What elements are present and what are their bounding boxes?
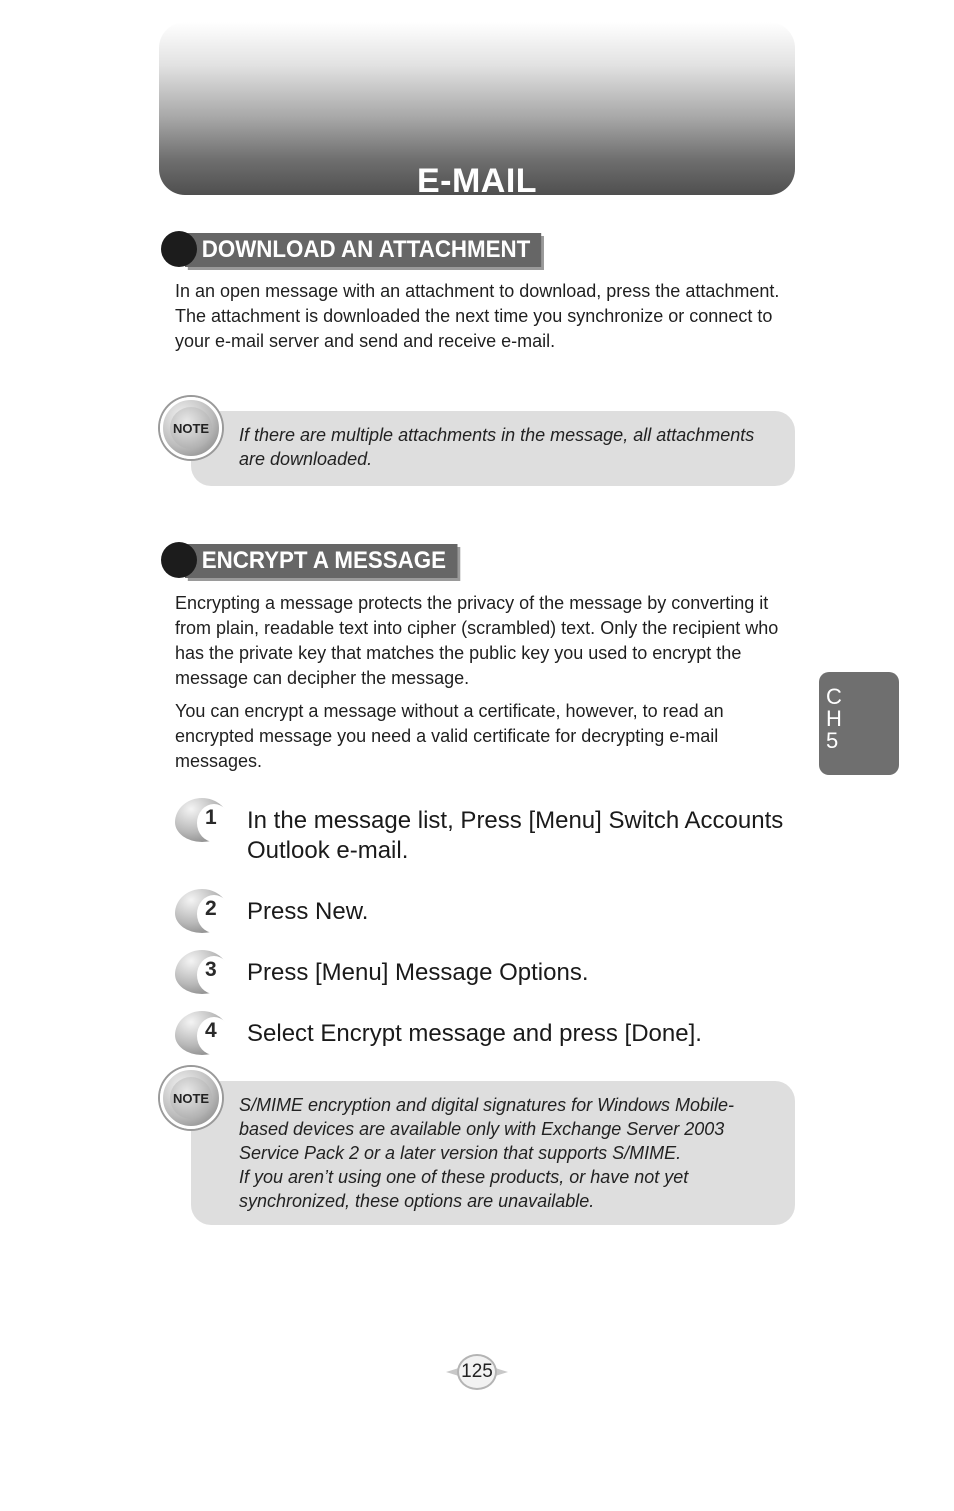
paragraph: Encrypting a message protects the privacy of the message by converting it from plain, readable text into cipher (scrambled) text. Only the recipient who has the private key that matches the public key you used to encrypt the message can decipher the message. — [175, 593, 779, 688]
step-number: 1 — [205, 806, 217, 829]
step-text: Press [Menu] Message Options. — [247, 959, 589, 986]
note-box — [191, 411, 795, 486]
note-icon — [160, 1067, 222, 1129]
page-title: E-MAIL — [416, 162, 538, 200]
step-text: In the message list, Press [Menu] Switch Accounts Outlook e-mail. — [247, 807, 784, 864]
chapter-tab — [819, 672, 899, 775]
chapter-header — [159, 22, 795, 200]
section-heading-label: DOWNLOAD AN ATTACHMENT — [185, 233, 541, 267]
note-icon-label: NOTE — [170, 1077, 212, 1119]
bullet-icon — [161, 231, 197, 267]
note-text: If there are multiple attachments in the message, all attachments are downloaded. — [239, 425, 755, 469]
step-number-icon — [175, 1011, 229, 1055]
note-icon — [160, 397, 222, 459]
note-icon-label: NOTE — [170, 407, 212, 449]
section-heading-label: ENCRYPT A MESSAGE — [185, 544, 457, 578]
step-number: 3 — [205, 958, 217, 981]
chapter-tab-letter: C — [826, 684, 842, 709]
page-number: 125 — [457, 1354, 497, 1390]
step-number: 2 — [205, 897, 217, 920]
paragraph: You can encrypt a message without a certificate, however, to read an encrypted message you need a valid certificate for decrypting e-mail messages. — [175, 701, 724, 771]
step-number-icon — [175, 950, 229, 994]
chapter-tab-letter: 5 — [826, 728, 839, 753]
note-text: If you aren’t using one of these products, or have not yet synchronized, these options are unavailable. — [239, 1167, 689, 1211]
bullet-icon — [161, 542, 197, 578]
page-number-badge — [446, 1353, 508, 1391]
paragraph: In an open message with an attachment to download, press the attachment. The attachment is downloaded the next time you synchronize or connect to your e-mail server and send and receive e-mail. — [175, 281, 780, 351]
note-box — [191, 1081, 795, 1225]
step-number: 4 — [205, 1019, 217, 1042]
step-text: Select Encrypt message and press [Done]. — [247, 1020, 702, 1047]
note-text: S/MIME encryption and digital signatures for Windows Mobile-based devices are available only with Exchange Server 2003 Service Pack 2 or a later version that supports S/MIME. — [239, 1095, 735, 1163]
step-number-icon — [175, 889, 229, 933]
step-number-icon — [175, 798, 229, 842]
step-text: Press New. — [247, 898, 369, 925]
chapter-tab-letter: H — [826, 706, 842, 731]
